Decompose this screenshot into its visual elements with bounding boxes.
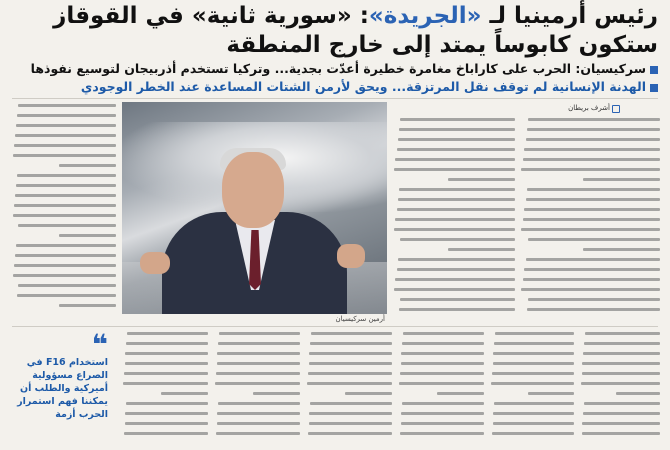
article-text-line xyxy=(253,392,300,395)
article-text-line xyxy=(15,194,116,197)
subheads xyxy=(12,60,658,96)
article-text-line xyxy=(126,402,208,405)
article-text-line xyxy=(524,208,660,211)
article-text-line xyxy=(16,124,116,127)
article-column-bottom-3 xyxy=(306,332,392,450)
article-text-line xyxy=(309,362,392,365)
photo-hand-left xyxy=(140,252,170,274)
pull-quote xyxy=(12,328,108,421)
article-text-line xyxy=(216,372,300,375)
article-text-line xyxy=(15,134,116,137)
article-text-line xyxy=(583,412,660,415)
article-text-line xyxy=(397,268,515,271)
article-text-line xyxy=(307,382,392,385)
article-text-line xyxy=(59,304,116,307)
headline-line-1 xyxy=(53,2,658,31)
article-text-line xyxy=(448,178,515,181)
article-text-line xyxy=(583,352,660,355)
article-text-line xyxy=(394,288,515,291)
article-text-line xyxy=(527,308,660,311)
divider xyxy=(12,98,658,99)
article-text-line xyxy=(524,148,660,151)
article-text-line xyxy=(394,168,515,171)
article-text-line xyxy=(125,412,208,415)
article-text-line xyxy=(401,352,484,355)
article-text-line xyxy=(527,188,660,191)
article-text-line xyxy=(217,422,300,425)
article-text-line xyxy=(399,308,515,311)
article-column-bottom-2 xyxy=(214,332,300,450)
article-text-line xyxy=(125,422,208,425)
pull-quote-text: استخدام F16 في الصراع مسؤولية أميركية والطلب أن يمكننا فهم استمرار الحرب أزمة xyxy=(17,357,108,420)
headline-line-2: ستكون كابوساً يمتد إلى خارج المنطقة xyxy=(226,32,658,58)
article-text-line xyxy=(127,332,208,335)
article-text-line xyxy=(310,402,392,405)
article-text-line xyxy=(523,218,660,221)
article-text-line xyxy=(401,412,484,415)
square-bullet-icon xyxy=(650,84,658,92)
article-text-line xyxy=(18,284,116,287)
article-text-line xyxy=(125,352,208,355)
article-text-line xyxy=(494,342,574,345)
article-text-line xyxy=(14,204,116,207)
article-text-line xyxy=(581,382,660,385)
headline xyxy=(53,2,658,60)
article-text-line xyxy=(493,362,574,365)
headline-suffix: : «سورية ثانية» في القوقاز xyxy=(53,3,369,29)
article-text-line xyxy=(400,372,484,375)
article-text-line xyxy=(582,422,660,425)
author-byline: أشرف بريطان xyxy=(568,104,610,112)
article-text-line xyxy=(308,432,392,435)
brand-name: «الجريدة» xyxy=(368,3,482,29)
article-text-line xyxy=(219,332,300,335)
article-text-line xyxy=(526,198,660,201)
article-text-line xyxy=(493,412,574,415)
article-text-line xyxy=(400,432,484,435)
photo-hand-right xyxy=(337,244,365,268)
subhead-1-text: سركيسيان: الحرب على كاراباخ مغامرة خطيرة أعدّت بجدية... وتركيا تستخدم أذربيجان لتوسيع نفوذها xyxy=(30,61,646,76)
quote-mark-icon: ❝ xyxy=(91,328,108,361)
article-text-line xyxy=(523,278,660,281)
article-text-line xyxy=(398,198,515,201)
article-text-line xyxy=(59,164,116,167)
article-text-line xyxy=(582,372,660,375)
headline-prefix: رئيس أرمينيا لـ xyxy=(481,3,658,29)
article-text-line xyxy=(528,298,660,301)
article-text-line xyxy=(13,154,116,157)
article-column-bottom-1 xyxy=(122,332,208,450)
article-text-line xyxy=(17,174,116,177)
article-text-line xyxy=(491,382,574,385)
article-text-line xyxy=(345,392,392,395)
article-text-line xyxy=(584,342,660,345)
article-text-line xyxy=(309,422,392,425)
article-text-line xyxy=(18,104,116,107)
article-text-line xyxy=(585,332,660,335)
article-text-line xyxy=(308,372,392,375)
article-column-right xyxy=(520,118,660,318)
article-text-line xyxy=(402,342,484,345)
photo-caption: أرمين سركيسيان xyxy=(335,315,385,323)
article-text-line xyxy=(528,118,660,121)
article-text-line xyxy=(310,342,392,345)
article-text-line xyxy=(125,362,208,365)
article-text-line xyxy=(524,268,660,271)
article-text-line xyxy=(523,158,660,161)
article-text-line xyxy=(217,412,300,415)
article-text-line xyxy=(492,432,574,435)
article-text-line xyxy=(527,128,660,131)
pen-icon xyxy=(612,105,620,113)
article-text-line xyxy=(526,258,660,261)
article-text-line xyxy=(161,392,208,395)
article-text-line xyxy=(494,402,574,405)
article-text-line xyxy=(437,392,484,395)
article-column-bottom-4 xyxy=(398,332,484,450)
square-bullet-icon xyxy=(650,66,658,74)
article-text-line xyxy=(583,178,660,181)
article-text-line xyxy=(521,288,660,291)
article-text-line xyxy=(399,128,515,131)
article-column-bottom-5 xyxy=(490,332,574,450)
article-text-line xyxy=(399,382,484,385)
article-text-line xyxy=(400,298,515,301)
article-text-line xyxy=(394,228,515,231)
article-text-line xyxy=(583,248,660,251)
subhead-1 xyxy=(12,60,658,78)
article-text-line xyxy=(398,258,515,261)
article-column-left-top xyxy=(12,104,116,314)
article-text-line xyxy=(584,402,660,405)
divider xyxy=(12,326,658,327)
article-text-line xyxy=(123,382,208,385)
article-text-line xyxy=(526,138,660,141)
article-text-line xyxy=(493,422,574,425)
article-text-line xyxy=(395,218,515,221)
article-text-line xyxy=(528,238,660,241)
article-text-line xyxy=(400,118,515,121)
article-text-line xyxy=(448,248,515,251)
subhead-2-text: الهدنة الإنسانية لم توقف نقل المرتزقة... ويحق لأرمن الشتات المساعدة عند الخطر الوجودي xyxy=(80,79,646,94)
article-text-line xyxy=(217,362,300,365)
article-text-line xyxy=(582,362,660,365)
article-text-line xyxy=(18,224,116,227)
article-text-line xyxy=(14,264,116,267)
article-text-line xyxy=(215,382,300,385)
article-text-line xyxy=(13,274,116,277)
article-text-line xyxy=(492,372,574,375)
article-text-line xyxy=(399,188,515,191)
article-text-line xyxy=(521,228,660,231)
article-text-line xyxy=(495,332,574,335)
article-text-line xyxy=(59,234,116,237)
article-text-line xyxy=(521,168,660,171)
article-text-line xyxy=(218,402,300,405)
photo-head xyxy=(222,152,284,228)
article-text-line xyxy=(17,114,116,117)
article-text-line xyxy=(216,432,300,435)
article-text-line xyxy=(398,138,515,141)
article-text-line xyxy=(395,278,515,281)
article-text-line xyxy=(126,342,208,345)
article-text-line xyxy=(13,214,116,217)
article-text-line xyxy=(528,392,574,395)
article-text-line xyxy=(402,402,484,405)
article-text-line xyxy=(616,392,660,395)
subhead-2 xyxy=(12,78,658,96)
photo-armen-sarkissian xyxy=(122,102,387,314)
article-text-line xyxy=(397,208,515,211)
article-text-line xyxy=(401,362,484,365)
article-text-line xyxy=(17,294,116,297)
article-text-line xyxy=(582,432,660,435)
article-text-line xyxy=(16,184,116,187)
article-text-line xyxy=(309,412,392,415)
article-text-line xyxy=(401,422,484,425)
article-text-line xyxy=(493,352,574,355)
article-text-line xyxy=(124,372,208,375)
article-text-line xyxy=(400,238,515,241)
article-text-line xyxy=(15,254,116,257)
article-text-line xyxy=(14,144,116,147)
article-text-line xyxy=(397,148,515,151)
article-text-line xyxy=(124,432,208,435)
article-text-line xyxy=(403,332,484,335)
article-text-line xyxy=(218,342,300,345)
article-text-line xyxy=(16,244,116,247)
article-column-bottom-6 xyxy=(580,332,660,450)
article-column-mid xyxy=(393,118,515,318)
article-text-line xyxy=(217,352,300,355)
article-text-line xyxy=(309,352,392,355)
article-text-line xyxy=(395,158,515,161)
article-text-line xyxy=(311,332,392,335)
